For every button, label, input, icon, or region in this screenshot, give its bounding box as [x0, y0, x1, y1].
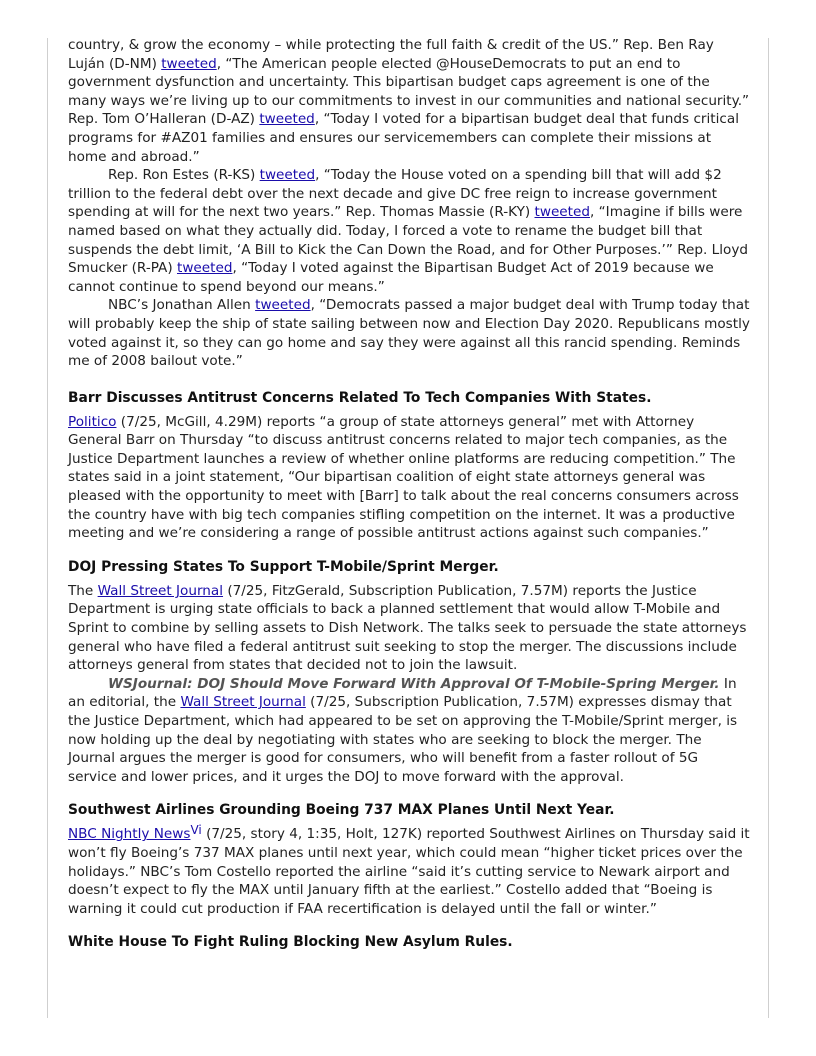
- southwest-paragraph: NBC Nightly News$^{Vi}$ (7/25, story 4, 1:35, Holt, 127K) reported Southwest Airlines on Thursday said it won’t fly Boeing’s 737 MAX planes until next year, which could mean “higher ticket prices over the holidays.” NBC’s Tom Costello reported the airline “said it’s cutting service to Newark airport and doesn’t expect to fly the MAX until January fifth at the earliest.” Costello added that “Boeing is warning it could cut production if FAA recertification is delayed until the fall or winter.”: [68, 823, 750, 917]
- budget-paragraph-2: Rep. Ron Estes (R-KS) tweeted, “Today the House voted on a spending bill that will add $2 trillion to the federal debt over the next decade and give DC free reign to increase government spending at will for the next two years.” Rep. Thomas Massie (R-KY) tweeted, “Imagine if bills were named based on what they actually did. Today, I forced a vote to rename the budget bill that suspends the debt limit, ‘A Bill to Kick the Can Down the Road, and for Other Purposes.’” Rep. Lloyd Smucker (R-PA) tweeted, “Today I voted against the Bipartisan Budget Act of 2019 because we cannot continue to spend beyond our means.”: [68, 167, 748, 295]
- tweet-link-lujan[interactable]: tweeted: [161, 55, 217, 72]
- tmobile-paragraph-1: The Wall Street Journal (7/25, FitzGerald, Subscription Publication, 7.57M) reports the Justice Department is urging state officials to back a planned settlement that would allow T-Mobile and Sprint to combine by selling assets to Dish Network. The talks seek to persuade the state attorneys general who have filed a federal antitrust suit seeking to stop the merger. The discussions include attorneys general from states that decided not to join the lawsuit.: [68, 582, 747, 674]
- wsj-link-editorial[interactable]: Wall Street Journal: [180, 694, 306, 711]
- tweet-link-smucker[interactable]: tweeted: [176, 260, 233, 277]
- wsj-editorial-subhead: WSJournal: DOJ Should Move Forward With Approval Of T-Mobile-Spring Merger.: [108, 675, 720, 692]
- page-border-right: [768, 38, 769, 1018]
- tweet-link-ohalleran[interactable]: tweeted: [259, 111, 315, 128]
- tweet-link-estes[interactable]: tweeted: [259, 167, 316, 184]
- southwest-heading: Southwest Airlines Grounding Boeing 737 MAX Planes Until Next Year.: [68, 802, 615, 819]
- wsj-link-news[interactable]: Wall Street Journal: [97, 582, 224, 599]
- tmobile-paragraph-2: WSJournal: DOJ Should Move Forward With Approval Of T-Mobile-Spring Merger. In an editorial, the Wall Street Journal (7/25, Subscription Publication, 7.57M) expresses dismay that the Justice Department, which had appeared to be set on approving the T-Mobile/Sprint merger, is now holding up the deal by negotiating with states who are seeking to block the merger. The Journal argues the merger is good for consumers, who will benefit from a faster rollout of 5G service and lower prices, and it urges the DOJ to move forward with the approval.: [68, 675, 738, 785]
- tweet-link-allen[interactable]: tweeted: [255, 297, 311, 314]
- barr-heading: Barr Discusses Antitrust Concerns Related To Tech Companies With States.: [68, 389, 652, 406]
- nbc-nightly-news-link[interactable]: NBC Nightly News: [68, 826, 191, 843]
- tmobile-heading: DOJ Pressing States To Support T-Mobile/Sprint Merger.: [68, 558, 499, 575]
- article-body: [68, 36, 750, 957]
- politico-link[interactable]: Politico: [68, 413, 117, 430]
- budget-paragraph-3: NBC’s Jonathan Allen tweeted, “Democrats passed a major budget deal with Trump today that will probably keep the ship of state sailing between now and Election Day 2020. Republicans mostly voted against it, so they can go home and say they were against all this rancid spending. Reminds me of 2008 bailout vote.”: [68, 297, 750, 370]
- video-icon[interactable]: Vi: [190, 823, 202, 838]
- page-border-left: [47, 38, 48, 1018]
- barr-paragraph: Politico (7/25, McGill, 4.29M) reports “a group of state attorneys general” met with Attorney General Barr on Thursday “to discuss antitrust concerns related to major tech companies, as the Justice Department launches a review of whether online platforms are reducing competition.” The states said in a joint statement, “Our bipartisan coalition of eight state attorneys general was pleased with the opportunity to meet with [Barr] to talk about the real concerns consumers across the country have with big tech companies stifling competition on the internet. It was a productive meeting and we’re considering a range of possible antitrust actions against such companies.”: [68, 413, 739, 542]
- budget-paragraph-1: country, & grow the economy – while protecting the full faith & credit of the US.” Rep. Ben Ray Luján (D-NM) tweeted, “The American people elected @HouseDemocrats to put an end to government dysfunction and uncertainty. This bipartisan budget caps agreement is one of the many ways we’re living up to our commitments to invest in our communities and national security.” Rep. Tom O’Halleran (D-AZ) tweeted, “Today I voted for a bipartisan budget deal that funds critical programs for #AZ01 families and ensures our servicemembers can complete their missions at home and abroad.”: [68, 37, 750, 165]
- tweet-link-massie[interactable]: tweeted: [534, 204, 590, 221]
- asylum-heading: White House To Fight Ruling Blocking New Asylum Rules.: [68, 934, 513, 951]
